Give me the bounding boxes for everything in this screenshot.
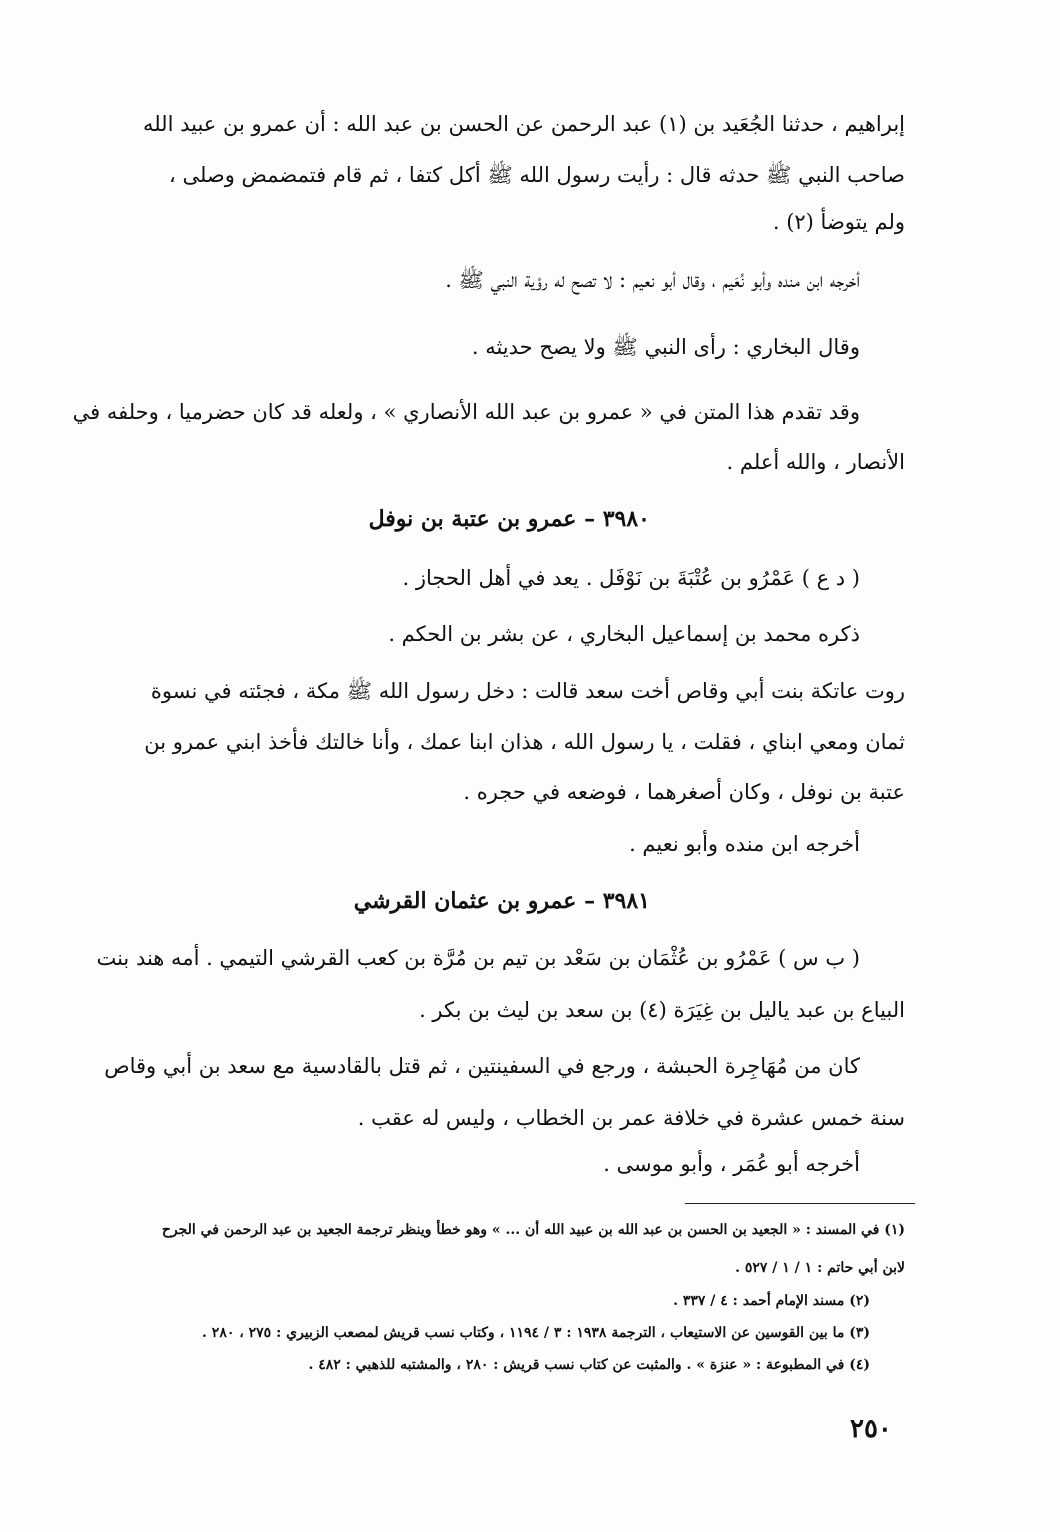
entry-heading: ٣٩٨١ – عمرو بن عثمان القرشي	[353, 888, 650, 914]
text-line: أخرجه أبو عُمَر ، وأبو موسى .	[603, 1152, 860, 1176]
text-line: كان من مُهَاجِرة الحبشة ، ورجع في السفينتين ، ثم قتل بالقادسية مع سعد بن أبي وقاص	[104, 1054, 860, 1078]
text-line: ذكره محمد بن إسماعيل البخاري ، عن بشر بن الحكم .	[388, 622, 860, 646]
text-line: ( د ع ) عَمْرُو بن عُتْبَةَ بن نَوْفَل . يعد في أهل الحجاز .	[402, 566, 860, 590]
text-line: روت عاتكة بنت أبي وقاص أخت سعد قالت : دخل رسول الله ﷺ مكة ، فجئته في نسوة	[150, 679, 905, 703]
text-line: عتبة بن نوفل ، وكان أصغرهما ، فوضعه في حجره .	[463, 780, 905, 804]
text-line: ولم يتوضأ (٢) .	[772, 210, 905, 234]
text-line: سنة خمس عشرة في خلافة عمر بن الخطاب ، وليس له عقب .	[357, 1106, 905, 1130]
footnote-separator	[685, 1203, 915, 1204]
footnote-line: (٣) ما بين القوسين عن الاستيعاب ، الترجمة ١٩٣٨ : ٣ / ١١٩٤ ، وكتاب نسب قريش لمصعب الزبيري : ٢٧٥ ، ٢٨٠ .	[202, 1325, 870, 1341]
text-line: وقال البخاري : رأى النبي ﷺ ولا يصح حديثه .	[471, 335, 860, 359]
footnote-line: (٢) مسند الإمام أحمد : ٤ / ٣٣٧ .	[673, 1293, 870, 1309]
text-line: إبراهيم ، حدثنا الجُعَيد بن (١) عبد الرحمن عن الحسن بن عبد الله : أن عمرو بن عبيد الله	[142, 112, 905, 136]
text-line: ثمان ومعي ابناي ، فقلت ، يا رسول الله ، هذان ابنا عمك ، وأنا خالتك فأخذ ابني عمرو بن	[144, 730, 905, 754]
text-line: أخرجه ابن منده وأبو نُعَيم ، وقال أبو نعيم : لا تصح له رؤية النبي ﷺ .	[445, 268, 860, 292]
text-line: أخرجه ابن منده وأبو نعيم .	[629, 832, 860, 856]
footnote-line: (١) في المسند : « الجعيد بن الحسن بن عبد الله بن عبيد الله أن ... » وهو خطأ وينظر ترجمة الجعيد بن عبد الرحمن في الجرح	[161, 1222, 905, 1238]
text-line: وقد تقدم هذا المتن في « عمرو بن عبد الله الأنصاري » ، ولعله قد كان حضرميا ، وحلفه في	[72, 400, 860, 424]
page-number: ٢٥٠	[850, 1414, 892, 1444]
text-line: الأنصار ، والله أعلم .	[726, 450, 905, 474]
text-line: البياع بن عبد ياليل بن غِيَرَة (٤) بن سعد بن ليث بن بكر .	[419, 998, 905, 1022]
text-line: ( ب س ) عَمْرُو بن عُثْمَان بن سَعْد بن تيم بن مُرَّة بن كعب القرشي التيمي . أمه هند بنت	[96, 946, 860, 970]
text-line: صاحب النبي ﷺ حدثه قال : رأيت رسول الله ﷺ أكل كتفا ، ثم قام فتمضمض وصلى ،	[169, 163, 905, 187]
footnote-line: لابن أبي حاتم : ١ / ١ / ٥٢٧ .	[735, 1260, 905, 1276]
footnote-line: (٤) في المطبوعة : « عنزة » . والمثبت عن كتاب نسب قريش : ٢٨٠ ، والمشتبه للذهبي : ٤٨٢ .	[308, 1357, 870, 1373]
entry-heading: ٣٩٨٠ – عمرو بن عتبة بن نوفل	[368, 506, 650, 532]
